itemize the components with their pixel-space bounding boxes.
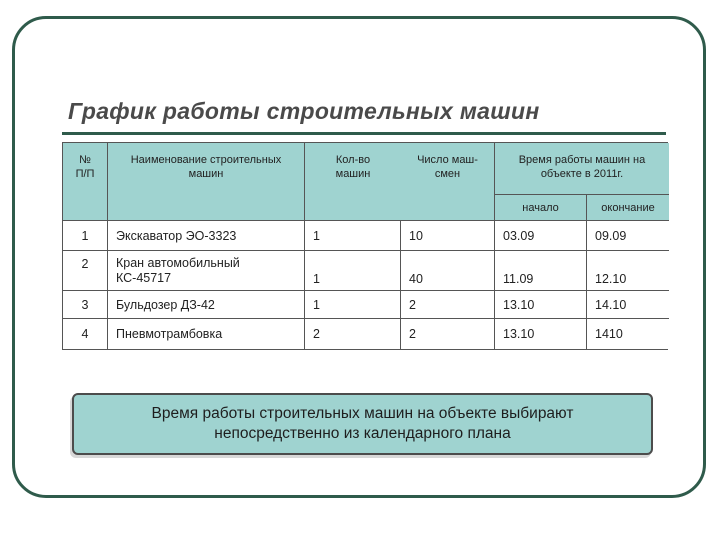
title-underline bbox=[62, 132, 666, 135]
row-2-end: 12.10 bbox=[587, 251, 669, 291]
row-3-shifts: 2 bbox=[401, 291, 495, 319]
header-work-time: Время работы машин на объекте в 2011г. bbox=[495, 143, 669, 195]
note-callout: Время работы строительных машин на объекте выбирают непосредственно из календарного плана bbox=[72, 393, 653, 455]
row-2-start: 11.09 bbox=[495, 251, 587, 291]
row-1-end: 09.09 bbox=[587, 221, 669, 251]
row-2-name: Кран автомобильный КС-45717 bbox=[108, 251, 305, 291]
header-qty: Кол-во машин bbox=[305, 143, 401, 221]
row-3-end: 14.10 bbox=[587, 291, 669, 319]
header-start: начало bbox=[495, 195, 587, 221]
row-4-start: 13.10 bbox=[495, 319, 587, 349]
row-3-num: 3 bbox=[63, 291, 108, 319]
row-3-qty: 1 bbox=[305, 291, 401, 319]
row-1-qty: 1 bbox=[305, 221, 401, 251]
row-4-qty: 2 bbox=[305, 319, 401, 349]
row-4-num: 4 bbox=[63, 319, 108, 349]
row-1-num: 1 bbox=[63, 221, 108, 251]
row-2-num: 2 bbox=[63, 251, 108, 291]
row-4-shifts: 2 bbox=[401, 319, 495, 349]
row-2-qty: 1 bbox=[305, 251, 401, 291]
row-4-name: Пневмотрамбовка bbox=[108, 319, 305, 349]
row-2-shifts: 40 bbox=[401, 251, 495, 291]
header-shifts: Число маш- смен bbox=[401, 143, 495, 221]
row-1-shifts: 10 bbox=[401, 221, 495, 251]
row-4-end: 1410 bbox=[587, 319, 669, 349]
machines-schedule-table bbox=[62, 142, 668, 350]
header-end: окончание bbox=[587, 195, 669, 221]
page-title: График работы строительных машин bbox=[68, 98, 540, 124]
row-3-name: Бульдозер ДЗ-42 bbox=[108, 291, 305, 319]
row-1-name: Экскаватор ЭО-3323 bbox=[108, 221, 305, 251]
header-name: Наименование строительных машин bbox=[108, 143, 305, 221]
row-3-start: 13.10 bbox=[495, 291, 587, 319]
header-num: № П/П bbox=[63, 143, 108, 221]
row-1-start: 03.09 bbox=[495, 221, 587, 251]
